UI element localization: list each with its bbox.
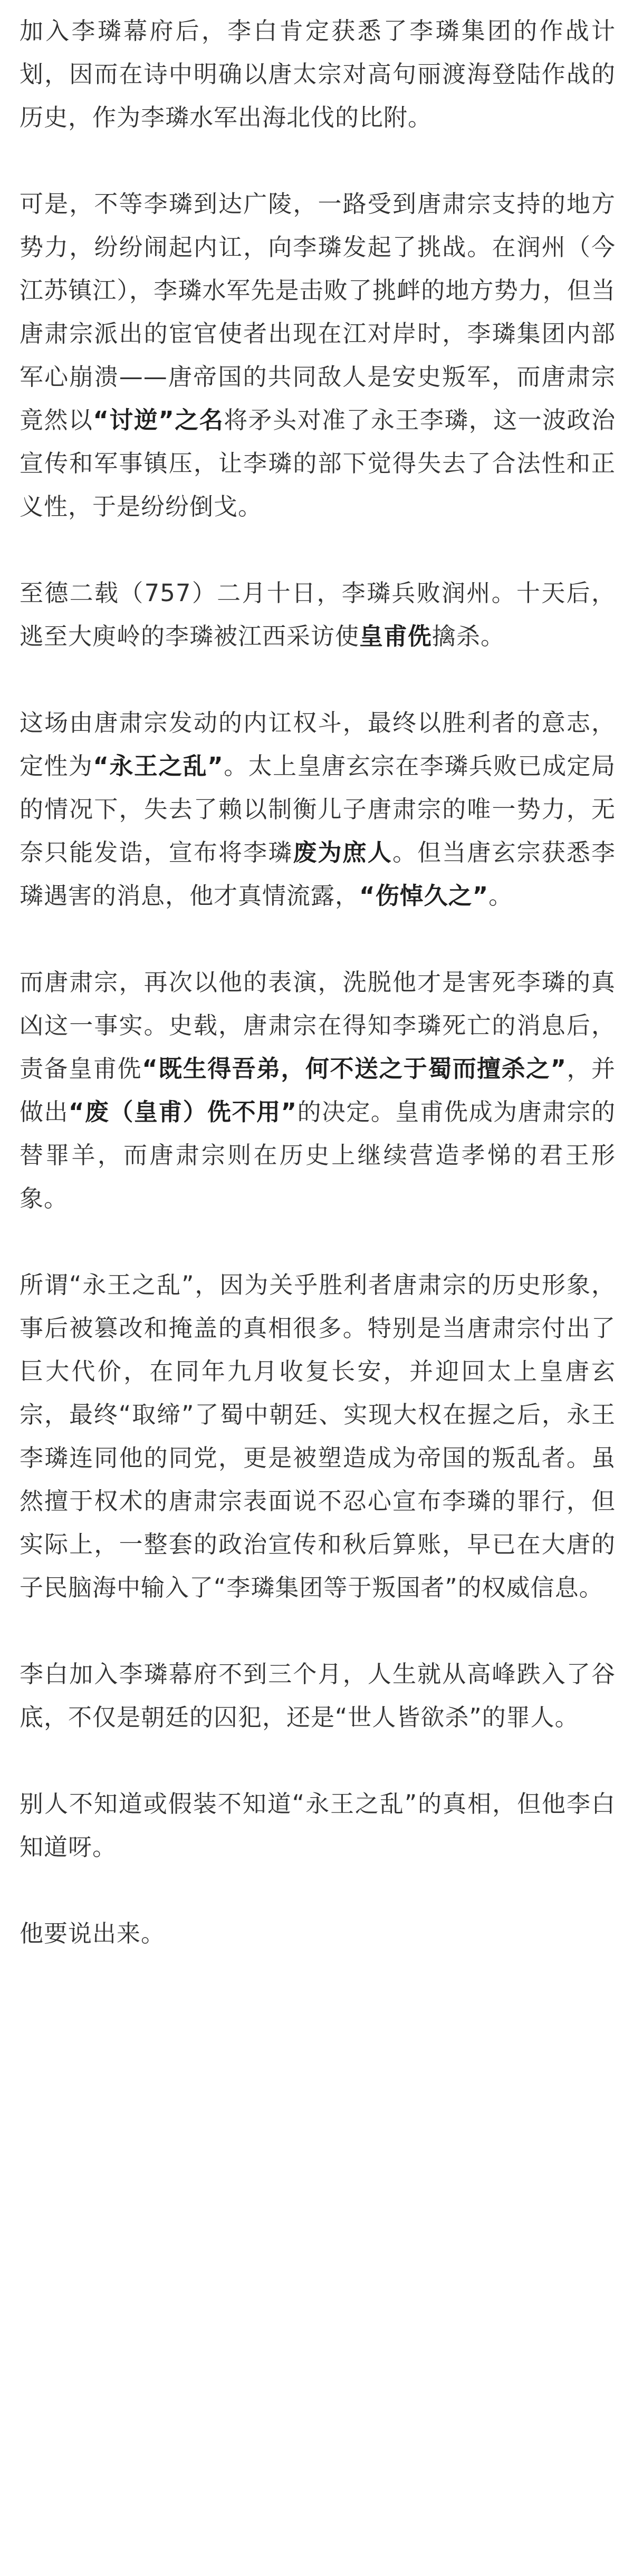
text-span: 而唐肃宗，再次以他的表演，洗脱他才是害死李璘的真凶这一事实。史载，唐肃宗在得知李璘死亡的消息后，责备皇甫侁 (20, 968, 616, 1083)
paragraph (20, 9, 616, 139)
paragraph (20, 701, 616, 918)
text-span: 。但当唐玄宗获悉李璘遇害的消息，他才真情流露， (20, 838, 616, 910)
text-span: 这场由唐肃宗发动的内讧权斗，最终以胜利者的意志，定性为 (20, 709, 616, 780)
bold-highlight: 皇甫侁 (359, 622, 433, 650)
text-span: 加入李璘幕府后，李白肯定获悉了李璘集团的作战计划，因而在诗中明确以唐太宗对高句丽渡海登陆作战的历史，作为李璘水军出海北伐的比附。 (20, 17, 616, 131)
text-span: 的决定。皇甫侁成为唐肃宗的替罪羊，而唐肃宗则在历史上继续营造孝悌的君王形象。 (20, 1098, 616, 1212)
bold-highlight: “伤悼久之” (359, 882, 489, 910)
text-span: 所谓“永王之乱”，因为关乎胜利者唐肃宗的历史形象，事后被篡改和掩盖的真相很多。特别是当唐肃宗付出了巨大代价，在同年九月收复长安，并迎回太上皇唐玄宗，最终“取缔”了蜀中朝廷、实现大权在握之后，永王李璘连同他的同党，更是被塑造成为帝国的叛乱者。虽然擅于权术的唐肃宗表面说不忍心宣布李璘的罪行，但实际上，一整套的政治宣传和秋后算账，早已在大唐的子民脑海中输入了“李璘集团等于叛国者”的权威信息。 (20, 1271, 616, 1601)
text-span: 将矛头对准了永王李璘，这一波政治宣传和军事镇压，让李璘的部下觉得失去了合法性和正义性，于是纷纷倒戈。 (20, 406, 616, 520)
article-body (20, 9, 616, 1955)
paragraph (20, 1653, 616, 1739)
text-span: 李白加入李璘幕府不到三个月，人生就从高峰跌入了谷底，不仅是朝廷的囚犯，还是“世人皆欲杀”的罪人。 (20, 1660, 616, 1731)
text-span: 至德二载（757）二月十日，李璘兵败润州。十天后，逃至大庾岭的李璘被江西采访使 (20, 579, 616, 650)
text-span: 他要说出来。 (20, 1919, 166, 1947)
text-span: 别人不知道或假装不知道“永王之乱”的真相，但他李白知道呀。 (20, 1790, 616, 1861)
text-span: 擒杀。 (432, 622, 505, 650)
bold-highlight: “讨逆”之名 (93, 406, 224, 434)
paragraph (20, 1912, 616, 1955)
text-span: 可是，不等李璘到达广陵，一路受到唐肃宗支持的地方势力，纷纷闹起内讧，向李璘发起了挑战。在润州（今江苏镇江），李璘水军先是击败了挑衅的地方势力，但当唐肃宗派出的宦官使者出现在江对岸时，李璘集团内部军心崩溃——唐帝国的共同敌人是安史叛军，而唐肃宗竟然以 (20, 190, 616, 434)
paragraph (20, 1782, 616, 1869)
text-span: ，并做出 (20, 1055, 616, 1126)
paragraph (20, 572, 616, 658)
paragraph (20, 182, 616, 528)
paragraph (20, 961, 616, 1220)
bold-highlight: 废为庶人 (293, 838, 392, 866)
bold-highlight: “既生得吾弟，何不送之于蜀而擅杀之” (142, 1055, 567, 1083)
text-span: 。 (488, 882, 513, 910)
paragraph (20, 1263, 616, 1609)
text-span: 。太上皇唐玄宗在李璘兵败已成定局的情况下，失去了赖以制衡儿子唐肃宗的唯一势力，无奈只能发诰，宣布将李璘 (20, 752, 616, 866)
bold-highlight: “永王之乱” (93, 752, 224, 780)
bold-highlight: “废（皇甫）侁不用” (68, 1098, 298, 1126)
